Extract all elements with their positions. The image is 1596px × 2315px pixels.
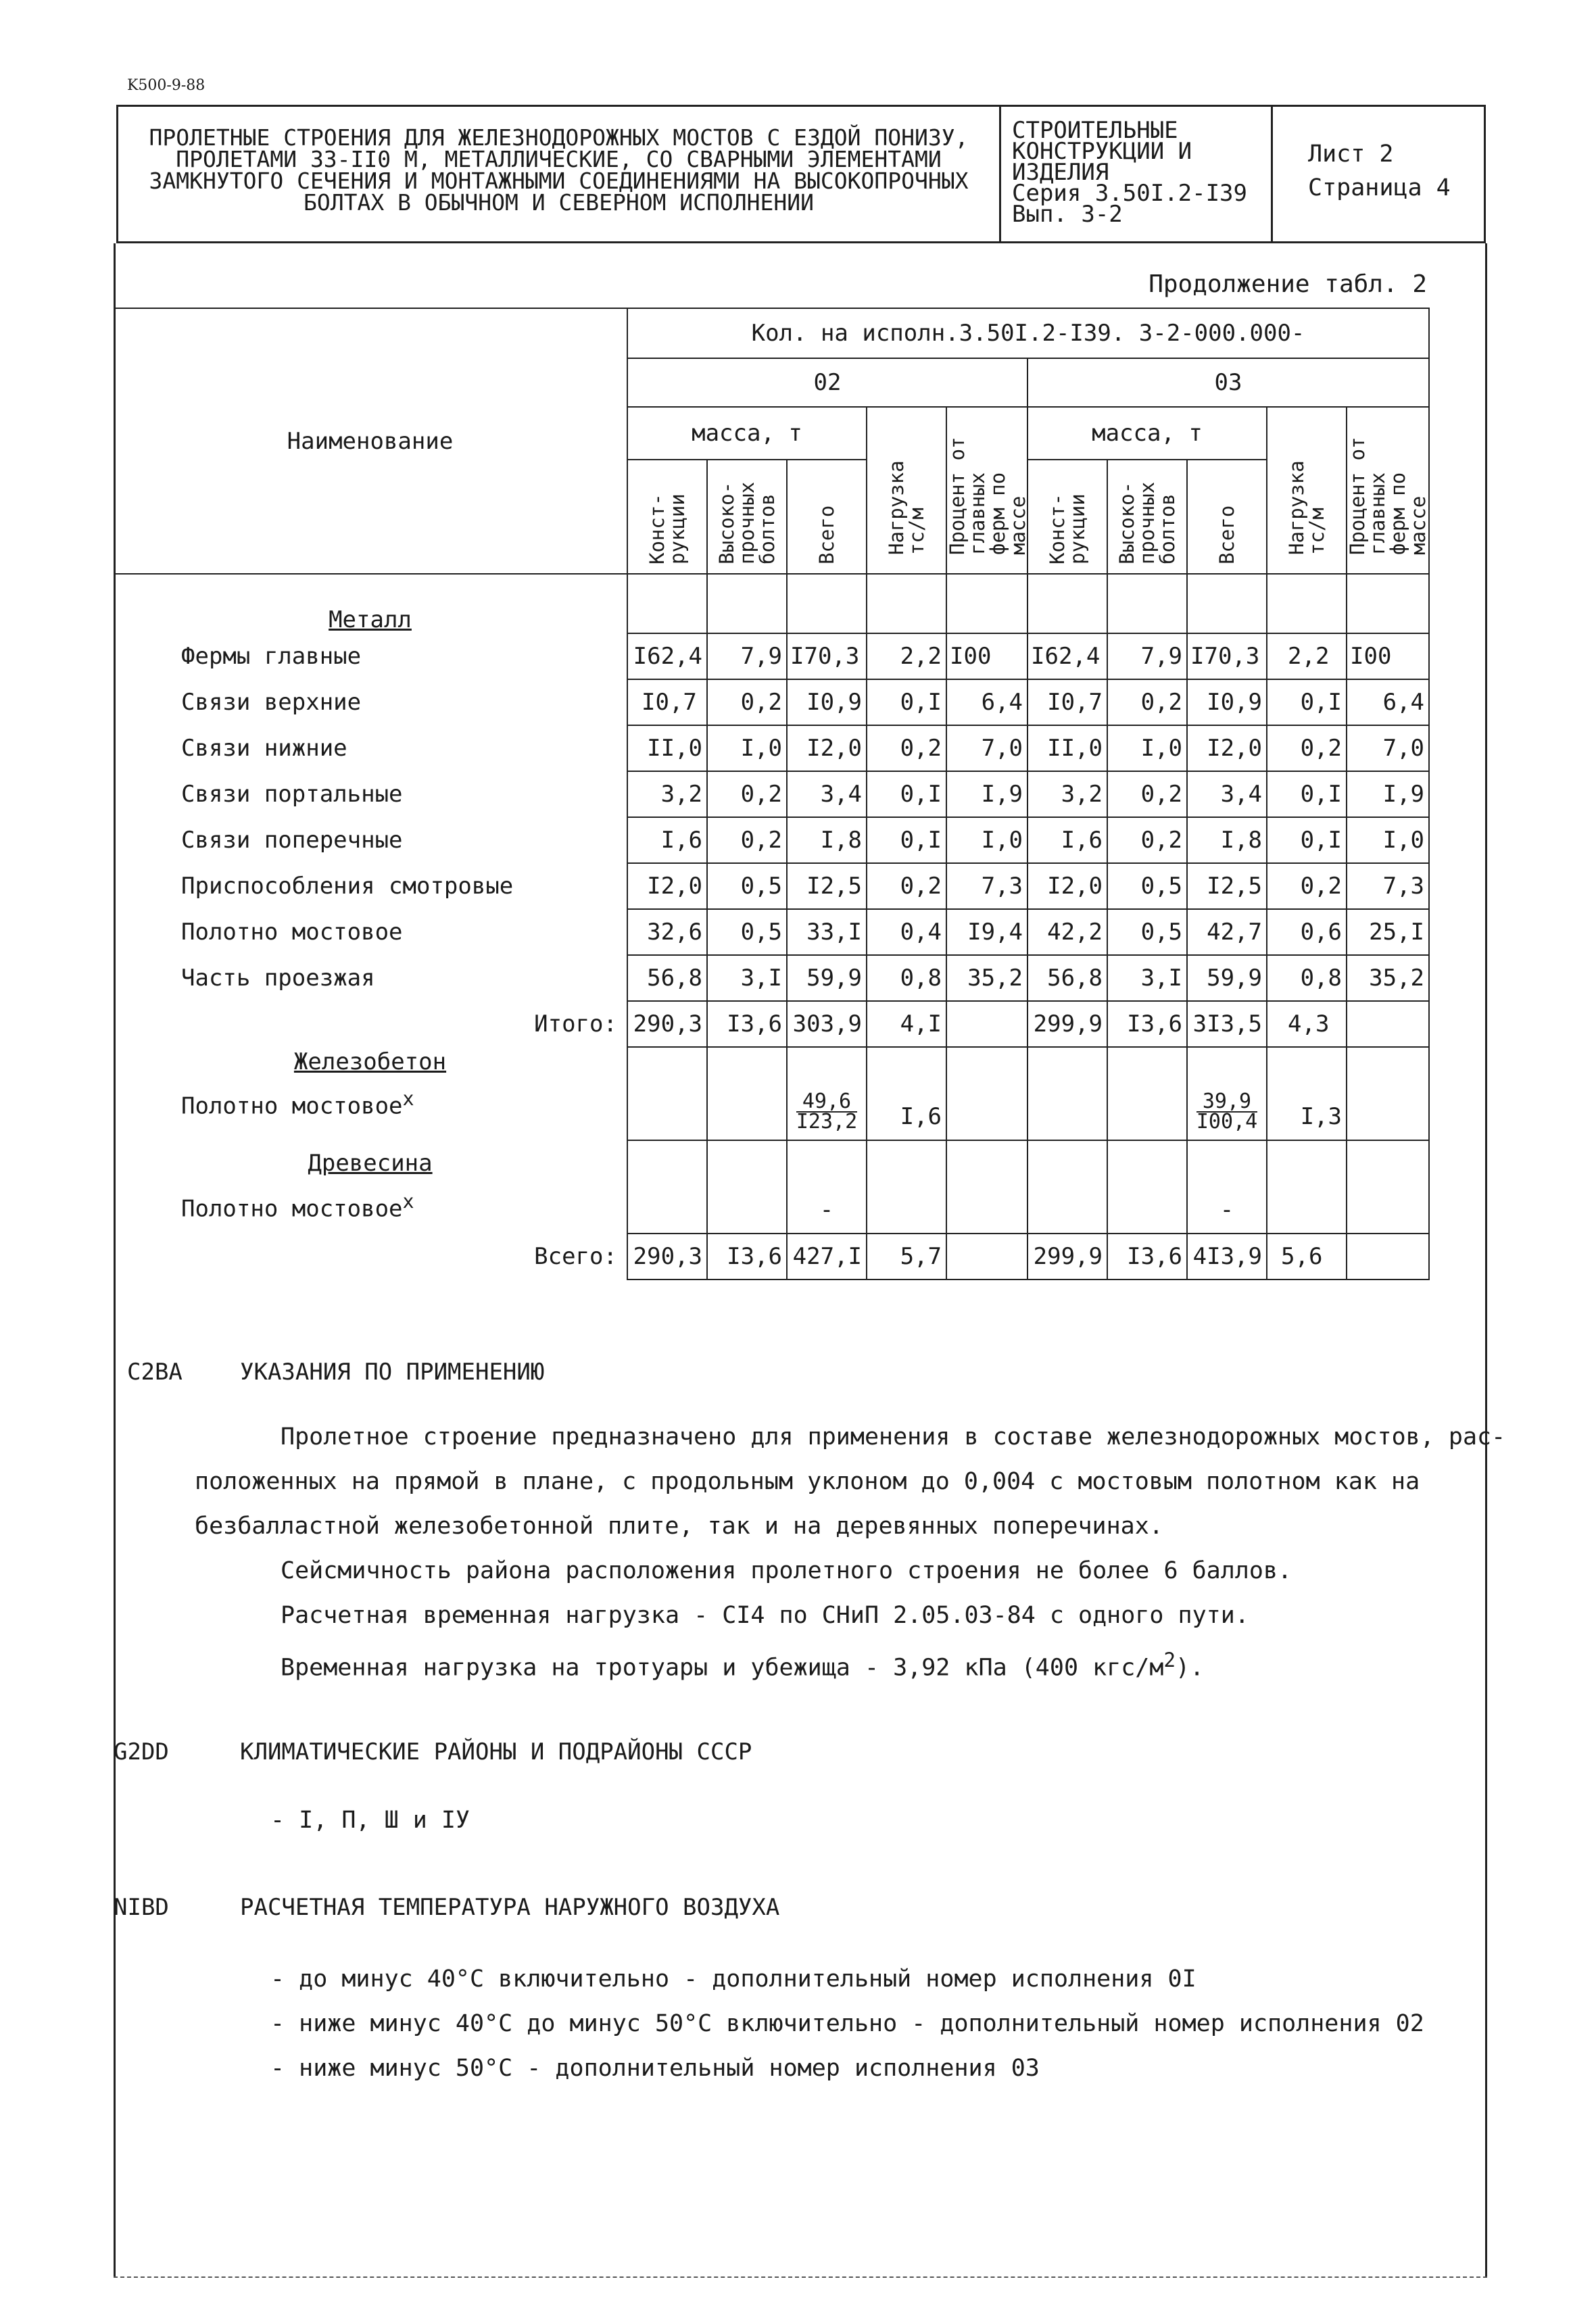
cell: 7,0 <box>946 725 1027 771</box>
cell: 7,3 <box>946 863 1027 909</box>
row-name: Связи верхние <box>114 679 627 725</box>
section-label <box>114 574 627 633</box>
row-name: Фермы главные <box>114 633 627 679</box>
total-row <box>114 1234 1429 1280</box>
cell: I2,0 <box>627 863 707 909</box>
cell: 4I3,9 <box>1187 1234 1267 1280</box>
paragraph-line: положенных на прямой в плане, с продольным уклоном до 0,004 с мостовым полотном как на <box>195 1468 1420 1495</box>
temperature-line: - до минус 40°С включительно - дополнительный номер исполнения 0I <box>270 1966 1196 1993</box>
cell: 0,4 <box>867 909 946 955</box>
page-frame-bottom <box>114 2276 1487 2278</box>
fraction-bottom: I23,2 <box>796 1110 858 1134</box>
cell: I,3 <box>1267 1047 1347 1140</box>
table-row <box>114 909 1429 955</box>
temperature-line: - ниже минус 50°С - дополнительный номер исполнения 03 <box>270 2055 1040 2082</box>
total-label: Всего <box>1215 505 1238 564</box>
table-row <box>114 817 1429 863</box>
column-header-percent <box>946 407 1030 574</box>
cell: I,6 <box>627 817 707 863</box>
section-wood: Древесина <box>308 1150 433 1177</box>
cell: - <box>787 1140 867 1234</box>
cell: 32,6 <box>627 909 707 955</box>
row-name: Связи нижние <box>114 725 627 771</box>
cell: 290,3 <box>627 1001 707 1047</box>
cell: 0,I <box>867 817 946 863</box>
load-label: Нагрузка тс/м <box>885 460 928 555</box>
row-name-block <box>114 1047 627 1140</box>
cell: 25,I <box>1347 909 1429 955</box>
cell: 6,4 <box>1347 679 1429 725</box>
cell: I,0 <box>1347 817 1429 863</box>
category-line: КОНСТРУКЦИИ И <box>1012 138 1192 165</box>
row-name: Приспособления смотровые <box>114 863 627 909</box>
cell: - <box>1187 1140 1267 1234</box>
table-row <box>114 955 1429 1001</box>
page-number: Страница 4 <box>1308 174 1451 201</box>
variant-header-02: 02 <box>627 358 1027 407</box>
footnote-mark: x <box>402 1190 414 1213</box>
row-name-block <box>114 1140 627 1234</box>
cell: 3,4 <box>1187 771 1267 817</box>
column-header-load <box>1267 407 1347 574</box>
fraction-top: 49,6 <box>796 1092 857 1113</box>
cell: 0,2 <box>867 863 946 909</box>
column-header-constructions <box>627 460 707 574</box>
cell: 0,2 <box>1107 771 1187 817</box>
fraction-top: 39,9 <box>1196 1092 1257 1113</box>
cell: 0,2 <box>707 771 787 817</box>
cell: I,0 <box>707 725 787 771</box>
cell: 427,I <box>787 1234 867 1280</box>
column-header-load <box>867 407 946 574</box>
cell: I,6 <box>867 1047 946 1140</box>
cell: 0,5 <box>707 909 787 955</box>
cell: 0,5 <box>1107 863 1187 909</box>
cell: 5,7 <box>867 1234 946 1280</box>
rc-row <box>114 1047 1429 1140</box>
cell: 4,3 <box>1267 1001 1347 1047</box>
group-header: Кол. на исполн.3.50I.2-I39. 3-2-000.000- <box>627 308 1429 358</box>
mass-table <box>114 308 1430 1280</box>
wood-row <box>114 1140 1429 1234</box>
category-line: СТРОИТЕЛЬНЫЕ <box>1012 117 1178 144</box>
cell: 35,2 <box>1347 955 1429 1001</box>
row-name: Связи портальные <box>114 771 627 817</box>
percent-label: Процент от главных ферм по массе <box>1346 437 1430 555</box>
cell: 303,9 <box>787 1001 867 1047</box>
fraction <box>1196 1090 1258 1134</box>
table-row <box>114 679 1429 725</box>
paragraph-line: Расчетная временная нагрузка - CI4 по СНиП 2.05.03-84 с одного пути. <box>281 1602 1249 1629</box>
cell: I70,3 <box>787 633 867 679</box>
cell: 7,9 <box>1107 633 1187 679</box>
cell: I70,3 <box>1187 633 1267 679</box>
cell <box>787 1047 867 1140</box>
row-name: Итого: <box>114 1001 627 1047</box>
cell: 0,2 <box>1107 679 1187 725</box>
cell: I,8 <box>787 817 867 863</box>
superscript: 2 <box>1163 1649 1176 1672</box>
cell: 0,2 <box>707 817 787 863</box>
cell: I3,6 <box>707 1001 787 1047</box>
paragraph-line <box>281 1638 1204 1690</box>
cell: 2,2 <box>867 633 946 679</box>
cell: 2,2 <box>1267 633 1347 679</box>
cell: I2,0 <box>787 725 867 771</box>
cell: 0,I <box>1267 817 1347 863</box>
fraction-bottom: I00,4 <box>1196 1110 1258 1134</box>
cell: 3,4 <box>787 771 867 817</box>
cell: 290,3 <box>627 1234 707 1280</box>
cell: 0,5 <box>1107 909 1187 955</box>
document-title: ПРОЛЕТНЫЕ СТРОЕНИЯ ДЛЯ ЖЕЛЕЗНОДОРОЖНЫХ МОСТОВ С ЕЗДОЙ ПОНИЗУ, ПРОЛЕТАМИ 33-II0 М, МЕТАЛЛИЧЕСКИЕ, СО СВАРНЫМИ ЭЛЕМЕНТАМИ ЗАМКНУТОГО СЕЧЕНИЯ И МОНТАЖНЫМИ СОЕДИНЕНИЯМИ НА ВЫСОКОПРОЧНЫХ БОЛТАХ В ОБЫЧНОМ И СЕВЕРНОМ ИСПОЛНЕНИИ <box>118 107 1001 241</box>
text-fragment: Временная нагрузка на тротуары и убежища - 3,92 кПа (400 кгс/м <box>281 1654 1164 1682</box>
cell: 0,I <box>867 771 946 817</box>
cell: 5,6 <box>1267 1234 1347 1280</box>
cell: 56,8 <box>1027 955 1107 1001</box>
load-label: Нагрузка тс/м <box>1285 460 1328 555</box>
cell: I0,9 <box>787 679 867 725</box>
cell: I62,4 <box>1027 633 1107 679</box>
cell: I2,5 <box>787 863 867 909</box>
section-title: КЛИМАТИЧЕСКИЕ РАЙОНЫ И ПОДРАЙОНЫ СССР <box>240 1738 752 1765</box>
row-name: Полотно мостовое <box>181 1092 403 1120</box>
cell: 3,I <box>1107 955 1187 1001</box>
cell: 0,8 <box>1267 955 1347 1001</box>
cell: 59,9 <box>1187 955 1267 1001</box>
column-header-total <box>787 460 867 574</box>
cell: 0,2 <box>707 679 787 725</box>
cell: I00 <box>946 633 1027 679</box>
cell: I3,6 <box>1107 1001 1187 1047</box>
total-label: Всего <box>815 505 838 564</box>
cell: 0,2 <box>867 725 946 771</box>
issue-label: Вып. 3-2 <box>1012 201 1123 228</box>
cell: I3,6 <box>1107 1234 1187 1280</box>
cell: I2,0 <box>1187 725 1267 771</box>
column-header-constructions <box>1027 460 1107 574</box>
cell: 56,8 <box>627 955 707 1001</box>
sheet-number: Лист 2 <box>1308 141 1394 168</box>
table-continuation-label: Продолжение табл. 2 <box>1148 270 1427 298</box>
row-name: Всего: <box>114 1234 627 1280</box>
cell: I,8 <box>1187 817 1267 863</box>
climate-regions: - I, П, Ш и IУ <box>270 1807 470 1834</box>
table-row <box>114 725 1429 771</box>
cell: I62,4 <box>627 633 707 679</box>
column-header-name: Наименование <box>114 308 627 574</box>
column-header-bolts <box>707 460 787 574</box>
section-rc: Железобетон <box>293 1048 447 1075</box>
title-block <box>116 105 1486 243</box>
cell: 33,I <box>787 909 867 955</box>
mass-header: масса, т <box>627 407 867 460</box>
column-header-total <box>1187 460 1267 574</box>
cell: 3,2 <box>1027 771 1107 817</box>
row-name: Часть проезжая <box>114 955 627 1001</box>
mass-header: масса, т <box>1027 407 1267 460</box>
footnote-mark: x <box>402 1088 414 1110</box>
temperature-line: - ниже минус 40°С до минус 50°С включительно - дополнительный номер исполнения 02 <box>270 2010 1424 2037</box>
cell: II,0 <box>627 725 707 771</box>
paragraph-line: Пролетное строение предназначено для применения в составе железнодорожных мостов, рас- <box>281 1423 1506 1451</box>
cell: 299,9 <box>1027 1234 1107 1280</box>
constructions-label: Конст-рукции <box>646 493 689 564</box>
cell: 3I3,5 <box>1187 1001 1267 1047</box>
bolts-label: Высоко-прочных болтов <box>1115 481 1179 564</box>
cell: I00 <box>1347 633 1429 679</box>
cell: 0,2 <box>1267 863 1347 909</box>
section-code: G2DD <box>114 1738 169 1765</box>
category-block <box>1001 107 1273 241</box>
paragraph-line: безбалластной железобетонной плите, так и на деревянных поперечинах. <box>195 1513 1163 1540</box>
column-header-bolts <box>1107 460 1187 574</box>
cell: 0,I <box>867 679 946 725</box>
cell: I0,9 <box>1187 679 1267 725</box>
cell: 6,4 <box>946 679 1027 725</box>
subtotal-row <box>114 1001 1429 1047</box>
cell: I2,5 <box>1187 863 1267 909</box>
sheet-block <box>1273 107 1486 241</box>
cell: 0,I <box>1267 771 1347 817</box>
cell: I,9 <box>1347 771 1429 817</box>
cell: 0,2 <box>1107 817 1187 863</box>
cell: 59,9 <box>787 955 867 1001</box>
category-line: ИЗДЕЛИЯ <box>1012 159 1109 186</box>
cell: 0,8 <box>867 955 946 1001</box>
cell: 0,6 <box>1267 909 1347 955</box>
cell: 0,5 <box>707 863 787 909</box>
cell: 7,3 <box>1347 863 1429 909</box>
cell: I,0 <box>946 817 1027 863</box>
cell: 0,I <box>1267 679 1347 725</box>
cell: I2,0 <box>1027 863 1107 909</box>
column-header-percent <box>1347 407 1429 574</box>
cell: 42,7 <box>1187 909 1267 955</box>
cell: 7,0 <box>1347 725 1429 771</box>
cell <box>1187 1047 1267 1140</box>
cell: 7,9 <box>707 633 787 679</box>
cell: 299,9 <box>1027 1001 1107 1047</box>
cell: I9,4 <box>946 909 1027 955</box>
cell: I,0 <box>1107 725 1187 771</box>
cell: 42,2 <box>1027 909 1107 955</box>
constructions-label: Конст-рукции <box>1046 493 1089 564</box>
cell: 4,I <box>867 1001 946 1047</box>
section-code: NIBD <box>114 1894 169 1921</box>
variant-header-03: 03 <box>1027 358 1429 407</box>
document-code: K500-9-88 <box>127 77 205 94</box>
cell: 35,2 <box>946 955 1027 1001</box>
cell: I,6 <box>1027 817 1107 863</box>
section-title: УКАЗАНИЯ ПО ПРИМЕНЕНИЮ <box>240 1359 545 1386</box>
section-title: РАСЧЕТНАЯ ТЕМПЕРАТУРА НАРУЖНОГО ВОЗДУХА <box>240 1894 780 1921</box>
section-code: C2BA <box>127 1359 183 1386</box>
series-label: Серия 3.50I.2-I39 <box>1012 180 1247 207</box>
cell: I0,7 <box>627 679 707 725</box>
cell: II,0 <box>1027 725 1107 771</box>
paragraph-line: Сейсмичность района расположения пролетного строения не более 6 баллов. <box>281 1557 1292 1584</box>
row-name: Полотно мостовое <box>181 1195 403 1223</box>
section-metal: Металл <box>329 606 412 633</box>
table-row <box>114 771 1429 817</box>
cell: 3,I <box>707 955 787 1001</box>
cell: I0,7 <box>1027 679 1107 725</box>
cell: I,9 <box>946 771 1027 817</box>
percent-label: Процент от главных ферм по массе <box>946 437 1030 555</box>
cell: 3,2 <box>627 771 707 817</box>
fraction <box>796 1090 858 1134</box>
table-row <box>114 633 1429 679</box>
row-name: Полотно мостовое <box>114 909 627 955</box>
row-name: Связи поперечные <box>114 817 627 863</box>
text-fragment: ). <box>1176 1654 1205 1682</box>
cell: 0,2 <box>1267 725 1347 771</box>
cell: I3,6 <box>707 1234 787 1280</box>
table-row <box>114 863 1429 909</box>
bolts-label: Высоко-прочных болтов <box>715 481 779 564</box>
